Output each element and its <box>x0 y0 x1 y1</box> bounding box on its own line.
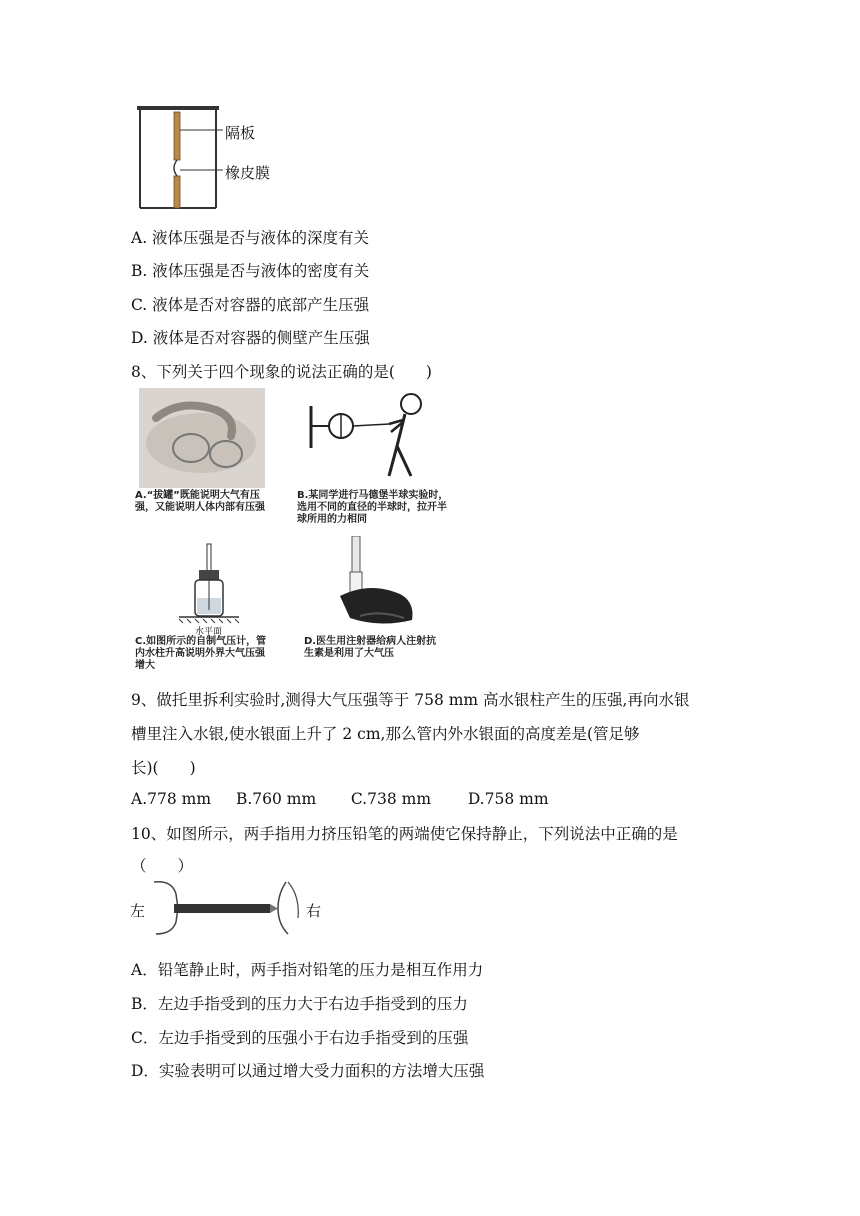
q8-figure-d <box>300 536 450 664</box>
q10-stem-line1: 10、如图所示，两手指用力挤压铅笔的两端使它保持静止，下列说法中正确的是 <box>131 825 678 843</box>
q8-caption-b: B.某同学进行马德堡半球实验时，选用不同的直径的半球时，拉开半球所用的力相同 <box>297 490 449 525</box>
q8-caption-c: C.如图所示的自制气压计，管内水柱升高说明外界大气压强增大 <box>135 636 267 671</box>
q9-option-c: C.738 mm <box>350 790 432 808</box>
q8-stem: 8、下列关于四个现象的说法正确的是( ) <box>131 363 432 381</box>
q9-stem-line1: 9、做托里拆利实验时,测得大气压强等于 758 mm 高水银柱产生的压强,再向水银 <box>131 691 690 709</box>
q10-option-a: A．铅笔静止时，两手指对铅笔的压力是相互作用力 <box>131 961 484 979</box>
syringe-image <box>300 536 450 636</box>
label-left: 左 <box>130 902 146 920</box>
q7-option-c: C. 液体是否对容器的底部产生压强 <box>131 296 370 314</box>
q9-stem-line2: 槽里注入水银,使水银面上升了 2 cm,那么管内外水银面的高度差是(管足够 <box>131 725 640 743</box>
q8-figure-a <box>131 388 271 528</box>
magdeburg-image <box>293 388 453 490</box>
q8-label-horizontal-plane: 水平面 <box>195 627 223 637</box>
q10-option-b: B．左边手指受到的压力大于右边手指受到的压力 <box>131 995 468 1013</box>
cupping-image <box>131 388 271 490</box>
q7-option-a: A. 液体压强是否与液体的深度有关 <box>131 229 370 247</box>
pencil-image <box>128 878 328 938</box>
q10-option-d: D．实验表明可以通过增大受力面积的方法增大压强 <box>131 1062 485 1080</box>
q8-caption-d: D.医生用注射器给病人注射抗生素是利用了大气压 <box>304 636 437 659</box>
q10-stem-line2: （ ） <box>131 857 194 875</box>
barometer-image <box>131 540 271 632</box>
q9-option-a: A.778 mm <box>131 790 212 808</box>
q8-figure-c <box>131 540 271 671</box>
q8-caption-a: A.“拔罐”既能说明大气有压强，又能说明人体内部有压强 <box>135 490 265 513</box>
partition-label: 隔板 <box>225 124 256 142</box>
q10-option-c: C．左边手指受到的压强小于右边手指受到的压强 <box>131 1029 469 1047</box>
container-diagram <box>131 100 291 215</box>
label-right: 右 <box>306 902 322 920</box>
q7-option-b: B. 液体压强是否与液体的密度有关 <box>131 262 370 280</box>
q7-option-d: D. 液体是否对容器的侧壁产生压强 <box>131 329 370 347</box>
q8-figure-b <box>293 388 453 528</box>
container-partition-figure <box>131 100 291 215</box>
membrane-label: 橡皮膜 <box>225 164 271 182</box>
q9-option-d: D.758 mm <box>467 790 549 808</box>
q9-option-b: B.760 mm <box>235 790 317 808</box>
pencil-fingers-figure <box>128 878 328 938</box>
q9-options <box>131 790 549 808</box>
q9-stem-line3: 长)( ) <box>131 759 196 777</box>
